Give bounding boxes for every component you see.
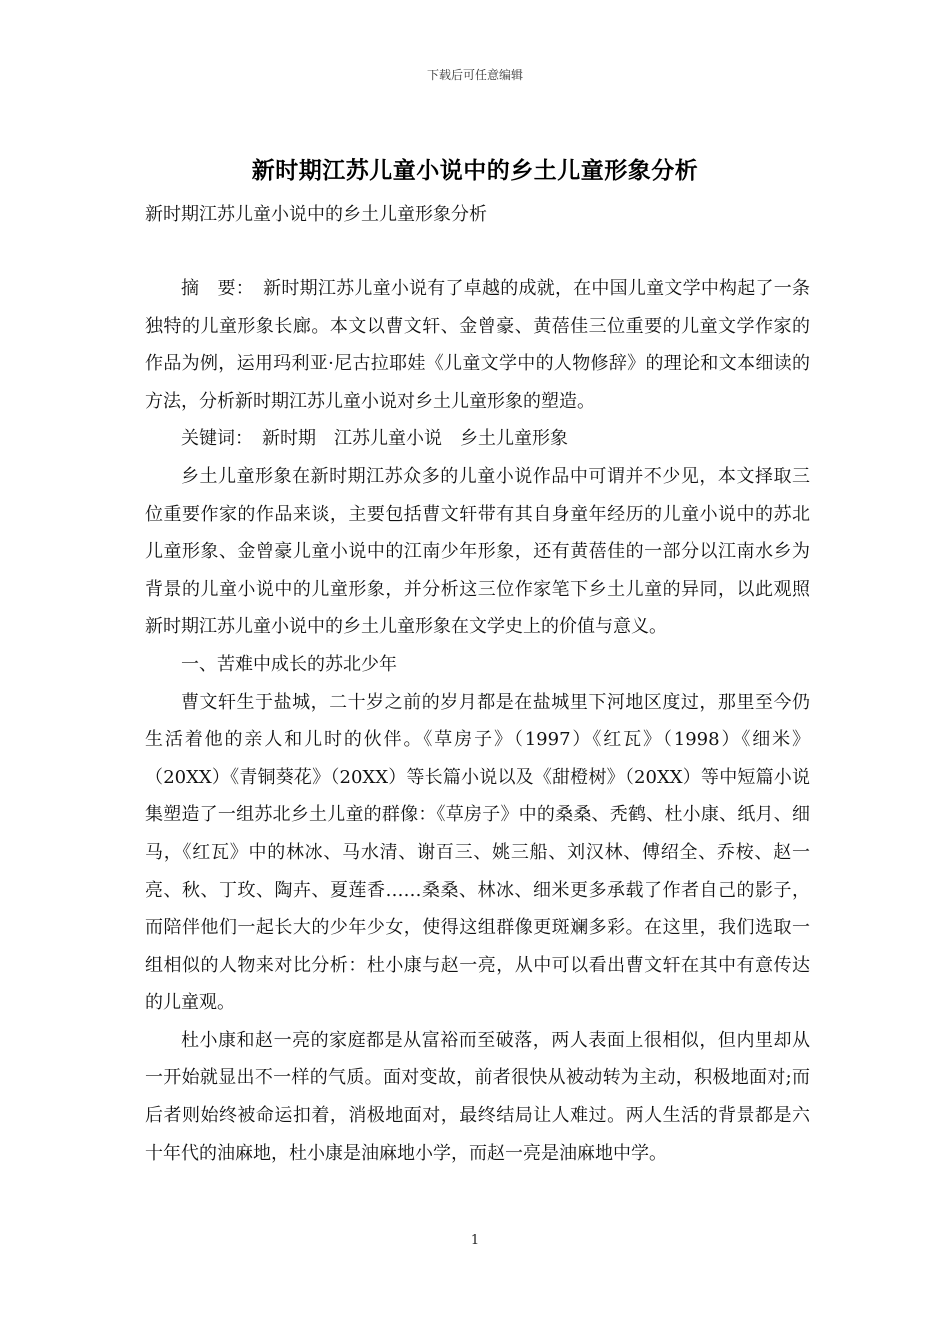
document-subtitle: 新时期江苏儿童小说中的乡土儿童形象分析 xyxy=(145,204,487,225)
keywords-paragraph: 关键词： 新时期 江苏儿童小说 乡土儿童形象 xyxy=(181,428,568,450)
body-paragraph: 曹文轩生于盐城，二十岁之前的岁月都是在盐城里下河地区度过，那里至今仍生活着他的亲人和儿时的伙伴。《草房子》（1997）《红瓦》（1998）《细米》（20XX）《青铜葵花》（20XX）等长篇小说以及《甜橙树》（20XX）等中短篇小说集塑造了一组苏北乡土儿童的群像：《草房子》中的桑桑、秃鹤、杜小康、纸月、细马，《红瓦》中的林冰、马水清、谢百三、姚三船、刘汉林、傅绍全、乔桉、赵一亮、秋、丁玫、陶卉、夏莲香……桑桑、林冰、细米更多承载了作者自己的影子，而陪伴他们一起长大的少年少女，使得这组群像更斑斓多彩。在这里，我们选取一组相似的人物来对比分析：杜小康与赵一亮，从中可以看出曹文轩在其中有意传达的儿童观。 xyxy=(145,691,810,1014)
document-title: 新时期江苏儿童小说中的乡土儿童形象分析 xyxy=(251,157,699,184)
document-body xyxy=(145,270,810,1172)
abstract-paragraph: 摘 要： 新时期江苏儿童小说有了卓越的成就，在中国儿童文学中构起了一条独特的儿童形象长廊。本文以曹文轩、金曾豪、黄蓓佳三位重要的儿童文学作家的作品为例，运用玛利亚·尼古拉耶娃《儿童文学中的人物修辞》的理论和文本细读的方法，分析新时期江苏儿童小说对乡土儿童形象的塑造。 xyxy=(145,278,810,412)
header-note: 下载后可任意编辑 xyxy=(426,68,523,82)
body-paragraph: 杜小康和赵一亮的家庭都是从富裕而至破落，两人表面上很相似，但内里却从一开始就显出不一样的气质。面对变故，前者很快从被动转为主动，积极地面对;而后者则始终被命运扣着，消极地面对，最终结局让人难过。两人生活的背景都是六十年代的油麻地，杜小康是油麻地小学，而赵一亮是油麻地中学。 xyxy=(145,1029,810,1164)
page-number: 1 xyxy=(470,1233,480,1248)
intro-paragraph: 乡土儿童形象在新时期江苏众多的儿童小说作品中可谓并不少见，本文择取三位重要作家的作品来谈，主要包括曹文轩带有其自身童年经历的儿童小说中的苏北儿童形象、金曾豪儿童小说中的江南少年形象，还有黄蓓佳的一部分以江南水乡为背景的儿童小说中的儿童形象，并分析这三位作家笔下乡土儿童的异同，以此观照新时期江苏儿童小说中的乡土儿童形象在文学史上的价值与意义。 xyxy=(145,465,810,638)
section-heading: 一、苦难中成长的苏北少年 xyxy=(181,653,397,675)
